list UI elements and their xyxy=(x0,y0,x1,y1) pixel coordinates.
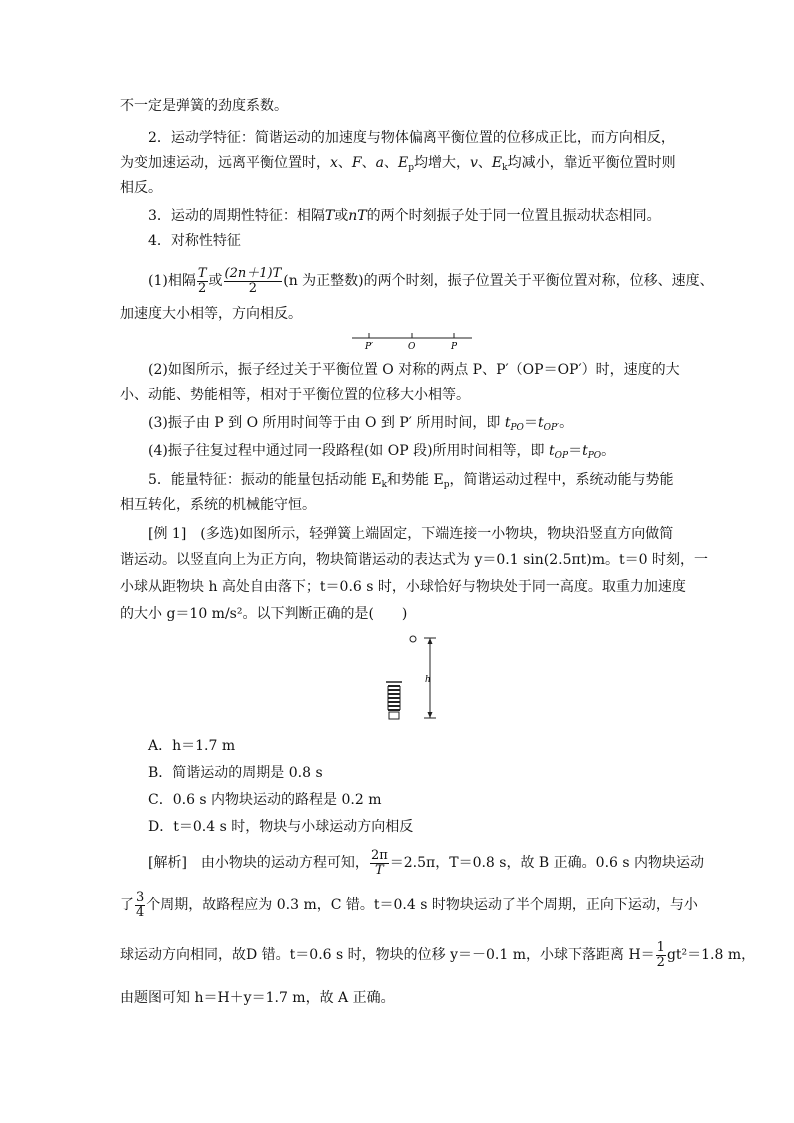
text-line: 加速度大小相等，方向相反。 xyxy=(120,306,302,322)
text-line: (4)振子往复过程中通过同一段路程(如 OP 段)所用时间相等，即 $t_{OP}=t_{PO}$。 xyxy=(148,443,616,461)
text-line: 谐运动。以竖直向上为正方向，物块简谐运动的表达式为 y＝0.1 sin(2.5πt)m。t＝0 时刻，一 xyxy=(120,552,709,568)
text-line: (1)相隔 $\frac{T}{2}$ 或 $\frac{(2n+1)T}{2}$ (n 为正整数)的两个时刻，振子位置关于平衡位置对称，位移、速度、 xyxy=(148,265,714,296)
block xyxy=(389,712,399,719)
height-label: h xyxy=(425,675,431,685)
text-line: 5．能量特征：振动的能量包括动能 $E_k$和势能 $E_p$，简谐运动过程中，系统动能与势能 xyxy=(148,472,674,490)
text-line: [例 1] (多选)如图所示，轻弹簧上端固定，下端连接一小物块，物块沿竖直方向做简 xyxy=(148,526,674,542)
text-line: 3．运动的周期性特征：相隔T或nT的两个时刻振子处于同一位置且振动状态相同。 xyxy=(148,208,661,224)
text-line: (2)如图所示，振子经过关于平衡位置 O 对称的两点 P、P′（OP＝OP′）时，速度的大 xyxy=(148,362,680,378)
text-line: 4．对称性特征 xyxy=(148,233,241,249)
text-line: (3)振子由 P 到 O 所用时间等于由 O 到 P′ 所用时间，即 $t_{PO}=t_{OP'}$。 xyxy=(148,415,574,433)
fraction: $\frac{2\pi}{T}$ xyxy=(370,847,388,878)
point-label-p-prime: P′ xyxy=(365,342,374,352)
solution-line: [解析] 由小物块的运动方程可知， $\frac{2\pi}{T}$ ＝2.5π，T＝0.8 s，故 B 正确。0.6 s 内物块运动 xyxy=(148,847,705,878)
spring-ball-diagram xyxy=(378,632,442,724)
solution-line: 由题图可知 h＝H＋y＝1.7 m，故 A 正确。 xyxy=(120,990,395,1006)
fraction: $\frac{3}{4}$ xyxy=(136,889,145,920)
ball xyxy=(410,636,416,642)
text-line: 小球从距物块 h 高处自由落下；t＝0.6 s 时，小球恰好与物块处于同一高度。取重力加速度 xyxy=(120,579,686,595)
option-b: B．简谐运动的周期是 0.8 s xyxy=(148,765,323,781)
fraction: $\frac{1}{2}$ xyxy=(656,939,665,970)
option-d: D．t＝0.4 s 时，物块与小球运动方向相反 xyxy=(148,819,414,835)
point-label-o: O xyxy=(408,342,416,352)
text-line: 小、动能、势能相等，相对于平衡位置的位移大小相等。 xyxy=(120,387,470,403)
text-line: 相反。 xyxy=(120,180,162,196)
option-c: C．0.6 s 内物块运动的路程是 0.2 m xyxy=(148,792,382,808)
number-line-diagram xyxy=(350,328,474,352)
option-a: A．h＝1.7 m xyxy=(148,738,236,754)
fraction: $\frac{(2n+1)T}{2}$ xyxy=(224,265,282,296)
point-label-p: P xyxy=(451,342,458,352)
text-line: 2．运动学特征：简谐运动的加速度与物体偏离平衡位置的位移成正比，而方向相反， xyxy=(148,130,675,146)
text-line: 相互转化，系统的机械能守恒。 xyxy=(120,497,316,513)
text-line: 不一定是弹簧的劲度系数。 xyxy=(120,98,288,114)
text-line: 为变加速运动，远离平衡位置时，x、F、a、$E_p$均增大，v、$E_k$均减小，靠近平衡位置时则 xyxy=(120,155,676,173)
text-line: 的大小 g＝10 m/s²。以下判断正确的是( ) xyxy=(120,606,408,622)
solution-line: 了 $\frac{3}{4}$ 个周期，故路程应为 0.3 m，C 错。t＝0.4 s 时物块运动了半个周期，正向下运动，与小 xyxy=(120,889,698,920)
fraction: $\frac{T}{2}$ xyxy=(197,265,207,296)
spring xyxy=(388,686,400,710)
solution-line: 球运动方向相同，故D 错。t＝0.6 s 时，物块的位移 y＝－0.1 m，小球下落距离 H＝ $\frac{1}{2}$ gt²＝1.8 m， xyxy=(120,939,756,970)
